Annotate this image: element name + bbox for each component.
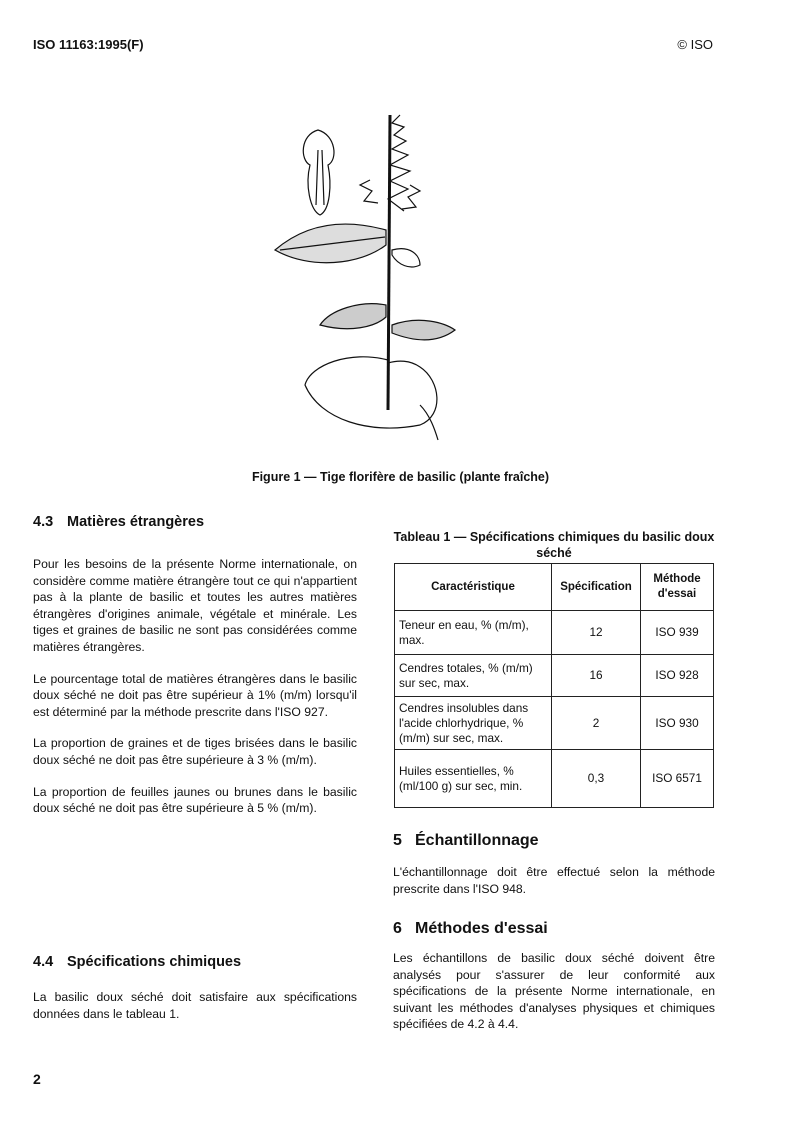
table-cell: Cendres insolubles dans l'acide chlorhydrique, % (m/m) sur sec, max. bbox=[395, 697, 552, 750]
standard-id: ISO 11163:1995(F) bbox=[33, 37, 144, 52]
table-row bbox=[395, 697, 714, 750]
section-5-body: L'échantillonnage doit être effectué selon la méthode prescrite dans l'ISO 948. bbox=[393, 865, 715, 896]
table-cell: ISO 6571 bbox=[641, 750, 714, 808]
table-cell: Huiles essentielles, % (ml/100 g) sur sec, min. bbox=[395, 750, 552, 808]
table-row bbox=[395, 750, 714, 808]
table-cell: ISO 930 bbox=[641, 697, 714, 750]
table-header-row bbox=[395, 564, 714, 611]
paragraph: Le pourcentage total de matières étrangères dans le basilic doux séché ne doit pas être supérieur à 1% (m/m) lorsqu'il est déterminé par la méthode prescrite dans l'ISO 927. bbox=[33, 671, 357, 719]
table-cell: 16 bbox=[552, 655, 641, 697]
table-cell: ISO 928 bbox=[641, 655, 714, 697]
section-4-4-body: La basilic doux séché doit satisfaire aux spécifications données dans le tableau 1. bbox=[33, 990, 357, 1021]
table-cell: 12 bbox=[552, 611, 641, 655]
section-6-heading: 6 Méthodes d'essai bbox=[393, 920, 548, 937]
section-4-3-body bbox=[33, 556, 357, 817]
table-cell: Cendres totales, % (m/m) sur sec, max. bbox=[395, 655, 552, 697]
basil-plant-illustration bbox=[270, 105, 470, 455]
table-cell: ISO 939 bbox=[641, 611, 714, 655]
column-header: Caractéristique bbox=[395, 564, 552, 611]
section-6-body: Les échantillons de basilic doux séché doivent être analysés pour s'assurer de leur conformité aux spécifications de la présente Norme internationale, en suivant les méthodes d'analyses physiques et chimiques spécifiées de 4.2 à 4.4. bbox=[393, 951, 715, 1032]
specifications-table bbox=[394, 563, 714, 808]
figure-caption: Figure 1 — Tige florifère de basilic (plante fraîche) bbox=[251, 470, 550, 484]
column-header: Méthode d'essai bbox=[641, 564, 714, 611]
table-cell: Teneur en eau, % (m/m), max. bbox=[395, 611, 552, 655]
section-5-heading: 5 Échantillonnage bbox=[393, 832, 539, 849]
table-cell: 2 bbox=[552, 697, 641, 750]
page-number: 2 bbox=[33, 1071, 41, 1087]
paragraph: Pour les besoins de la présente Norme internationale, on considère comme matière étrangère tout ce qui n'appartient pas à la plante de basilic et toutes les autres matières étrangères d'origines animale, végétale et minérale. Les tiges et graines de basilic ne sont pas considérées comme matières étrangères. bbox=[33, 557, 357, 654]
table-cell: 0,3 bbox=[552, 750, 641, 808]
column-header: Spécification bbox=[552, 564, 641, 611]
paragraph: La proportion de feuilles jaunes ou brunes dans le basilic doux séché ne doit pas être supérieure à 5 % (m/m). bbox=[33, 784, 357, 816]
section-4-3-heading: 4.3 Matières étrangères bbox=[33, 514, 205, 530]
table-row bbox=[395, 611, 714, 655]
section-4-4-heading: 4.4 Spécifications chimiques bbox=[33, 954, 242, 970]
copyright: © ISO bbox=[677, 37, 713, 52]
table-title: Tableau 1 — Spécifications chimiques du basilic doux séché bbox=[393, 530, 715, 560]
table-row bbox=[395, 655, 714, 697]
paragraph: La proportion de graines et de tiges brisées dans le basilic doux séché ne doit pas être supérieure à 3 % (m/m). bbox=[33, 736, 357, 767]
